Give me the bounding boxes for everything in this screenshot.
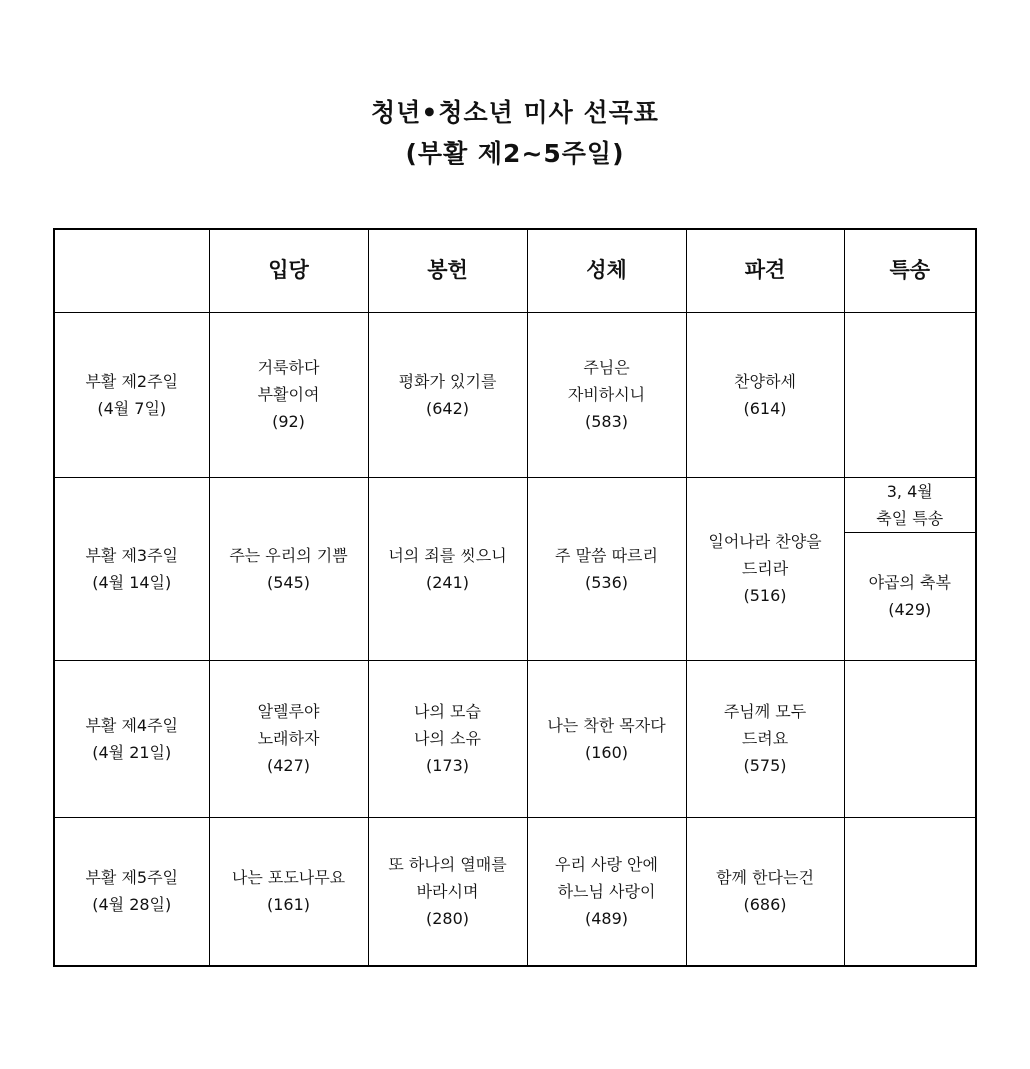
song-number: (516) [743, 586, 787, 605]
entrance-cell [209, 817, 368, 966]
song-number: (92) [272, 412, 305, 431]
header-entrance: 입당 [209, 229, 368, 312]
page-title: 청년•청소년 미사 선곡표 [371, 98, 659, 127]
offertory-cell [368, 660, 527, 817]
song-title: 주 말씀 따르리 [555, 545, 658, 565]
communion-cell [527, 817, 686, 966]
song-title: 또 하나의 열매를 바라시며 [388, 854, 507, 901]
communion-cell [527, 477, 686, 660]
header-dismissal: 파견 [686, 229, 844, 312]
week-label: 부활 제2주일 [85, 371, 179, 391]
dismissal-cell [686, 312, 844, 477]
song-number: (545) [266, 572, 311, 592]
table-row [54, 660, 976, 817]
table-row [54, 312, 976, 477]
dismissal-cell [686, 817, 844, 966]
song-title: 거룩하다 부활이여 [257, 358, 320, 404]
week-cell [54, 477, 209, 660]
entrance-cell [209, 312, 368, 477]
special-cell [844, 660, 976, 817]
song-title: 나는 포도나무요 [231, 868, 346, 888]
page-subtitle: (부활 제2~5주일) [405, 139, 625, 168]
offertory-cell [368, 312, 527, 477]
special-header-label: 3, 4월 축일 특송 [876, 481, 944, 528]
song-number: (429) [888, 600, 932, 619]
song-title: 우리 사랑 안에 하느님 사랑이 [555, 854, 658, 901]
offertory-cell [368, 477, 527, 660]
header-special: 특송 [844, 229, 976, 312]
week-cell [54, 312, 209, 477]
song-title: 함께 한다는건 [716, 868, 814, 888]
song-title: 주님은 자비하시니 [567, 358, 646, 404]
dismissal-cell [686, 477, 844, 660]
special-header-cell [844, 477, 976, 532]
header-row [54, 229, 976, 312]
week-date: (4월 14일) [92, 572, 172, 592]
week-label: 부활 제3주일 [85, 545, 179, 565]
song-title: 야곱의 축복 [868, 573, 951, 592]
header-offertory: 봉헌 [368, 229, 527, 312]
song-title: 일어나라 찬양을 드리라 [708, 532, 822, 578]
week-date: (4월 28일) [92, 895, 172, 915]
dismissal-cell [686, 660, 844, 817]
song-title: 평화가 있기를 [398, 371, 497, 391]
week-date: (4월 21일) [92, 742, 172, 762]
special-cell [844, 817, 976, 966]
song-number: (536) [584, 572, 629, 592]
song-title: 나의 모습 나의 소유 [414, 702, 481, 748]
communion-cell [527, 312, 686, 477]
song-title: 나는 착한 목자다 [547, 715, 666, 735]
header-blank [54, 229, 209, 312]
song-title: 찬양하세 [734, 371, 796, 391]
song-number: (160) [584, 742, 629, 762]
song-number: (575) [743, 756, 787, 775]
song-number: (489) [584, 908, 629, 928]
entrance-cell [209, 477, 368, 660]
week-cell [54, 660, 209, 817]
song-schedule-table [53, 228, 977, 967]
song-number: (614) [743, 398, 787, 418]
week-date: (4월 7일) [97, 398, 167, 418]
song-number: (583) [584, 412, 629, 431]
week-label: 부활 제5주일 [85, 868, 179, 888]
week-cell [54, 817, 209, 966]
song-number: (161) [266, 895, 311, 915]
week-label: 부활 제4주일 [85, 715, 179, 735]
song-number: (642) [425, 398, 470, 418]
song-number: (241) [425, 572, 470, 592]
special-cell [844, 532, 976, 660]
song-number: (280) [425, 908, 470, 928]
song-title: 알렐루야 노래하자 [257, 702, 320, 748]
song-number: (173) [425, 756, 470, 775]
communion-cell [527, 660, 686, 817]
offertory-cell [368, 817, 527, 966]
table-row [54, 477, 976, 532]
table-row [54, 817, 976, 966]
special-cell [844, 312, 976, 477]
header-communion: 성체 [527, 229, 686, 312]
entrance-cell [209, 660, 368, 817]
song-number: (427) [266, 756, 311, 775]
song-title: 주는 우리의 기쁨 [229, 545, 348, 565]
song-title: 주님께 모두 드려요 [723, 702, 807, 748]
song-number: (686) [743, 895, 787, 915]
song-title: 너의 죄를 씻으니 [388, 545, 507, 565]
